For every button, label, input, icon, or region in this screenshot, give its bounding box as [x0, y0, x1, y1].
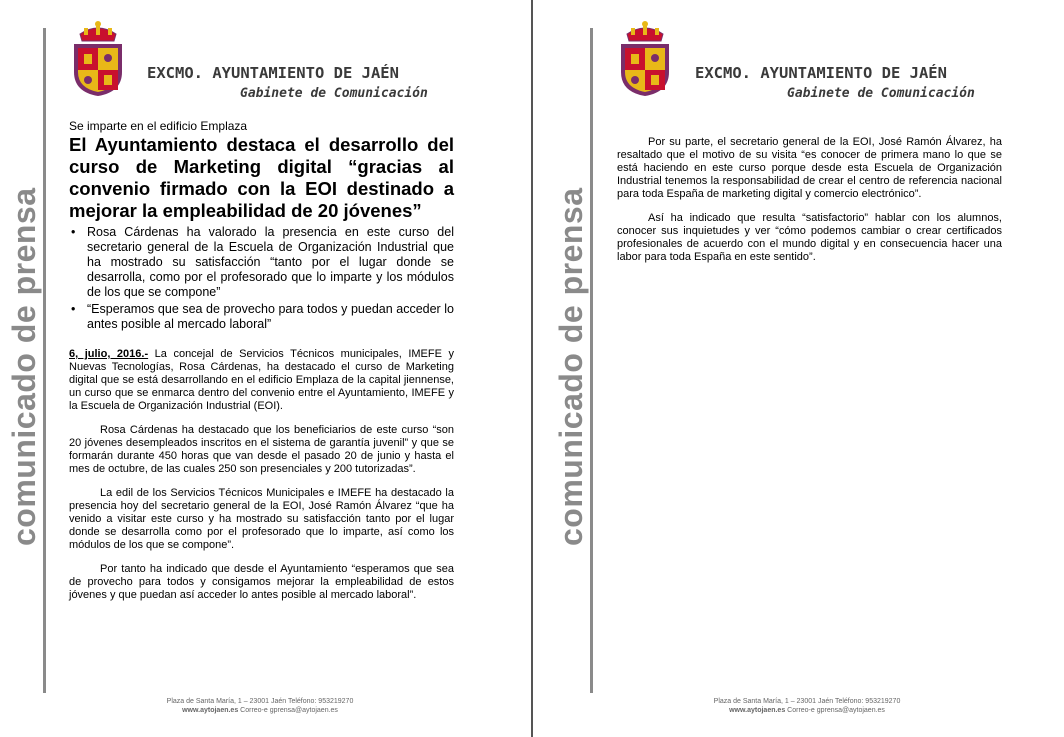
org-name: EXCMO. AYUNTAMIENTO DE JAÉN: [147, 64, 399, 82]
sidebar-rule: [590, 28, 593, 693]
lead-paragraph: [69, 348, 454, 413]
city-crest-logo: [617, 14, 673, 98]
list-item: [69, 302, 454, 332]
org-department: Gabinete de Comunicación: [787, 86, 975, 101]
footer-email: Correo-e gprensa@aytojaen.es: [785, 707, 885, 714]
list-item: [69, 225, 454, 300]
date: 6, julio, 2016.-: [69, 348, 149, 360]
body-paragraph: La edil de los Servicios Técnicos Municipales e IMEFE ha destacado la presencia hoy del secretario general de la EOI, José Ramón Álvarez “que ha venido a visitar este curso y ha mostrado su satisfacción tanto por el lugar donde se desarrolla como por el profesorado que lo imparte, así como los módulos de los que se compone”.: [69, 487, 454, 551]
press-release-page-1: [0, 0, 531, 737]
bullet-icon: •: [71, 225, 76, 239]
highlights-list: [69, 225, 454, 332]
body-paragraph: Por su parte, el secretario general de la EOI, José Ramón Álvarez, ha resaltado que el motivo de su visita “es conocer de primera mano lo que se está haciendo en este curso porque desde esta Escuela de Organización Industrial tenemos la responsabilidad de crear el centro de referencia nacional para toda España de marketing digital y comercio electrónico”.: [617, 136, 1002, 200]
sidebar-rule: [43, 28, 46, 693]
lead-text: La concejal de Servicios Técnicos municipales, IMEFE y Nuevas Tecnologías, Rosa Cárdenas, ha destacado el curso de Marketing digital que se está desarrollando en el edificio Emplaza de la capital jiennense, un curso que se enmarca dentro del convenio entre el Ayuntamiento, IMEFE y la Escuela de Organización Industrial (EOI).: [69, 348, 454, 412]
body-paragraph: Así ha indicado que resulta “satisfactorio” hablar con los alumnos, conocer sus inquietudes y ver “cómo podemos cambiar o crear certificados profesionales de acuerdo con el mundo digital y en consecuencia hacer una labor para toda España en este sentido”.: [617, 212, 1002, 263]
footer-website: www.aytojaen.es: [182, 707, 239, 714]
body-paragraph: Por tanto ha indicado que desde el Ayuntamiento “esperamos que sea de provecho para todos y consigamos mejorar la empleabilidad de estos jóvenes y que puedan así acceder lo antes posible al mercado laboral”.: [69, 563, 454, 601]
bullet-text: “Esperamos que sea de provecho para todos y puedan acceder lo antes posible al mercado laboral”: [87, 302, 454, 331]
org-department: Gabinete de Comunicación: [240, 86, 428, 101]
kicker: Se imparte en el edificio Emplaza: [69, 119, 248, 133]
bullet-text: Rosa Cárdenas ha valorado la presencia en este curso del secretario general de la Escuela de Organización Industrial que ha mostrado su satisfacción “tanto por el lugar donde se desarrolla, como por el profesorado que lo imparte y los módulos de los que se compone”: [87, 225, 454, 299]
city-crest-logo: [70, 14, 126, 98]
org-name: EXCMO. AYUNTAMIENTO DE JAÉN: [695, 64, 947, 82]
footer-address: Plaza de Santa María, 1 – 23001 Jaén Teléfono: 953219270: [166, 698, 354, 705]
sidebar-label: comunicado de prensa: [6, 187, 42, 546]
page-1-body: [69, 120, 454, 613]
footer-email: Correo-e gprensa@aytojaen.es: [238, 707, 338, 714]
footer: [130, 697, 390, 715]
press-release-page-2: [533, 0, 1064, 737]
footer: [677, 697, 937, 715]
page-2-body: [617, 136, 1002, 275]
bullet-icon: •: [71, 302, 76, 316]
body-paragraph: Rosa Cárdenas ha destacado que los beneficiarios de este curso “son 20 jóvenes desempleados inscritos en el sistema de garantía juvenil” y que se formarán durante 450 horas que van desde el pasado 20 de junio y hasta el mes de octubre, de las cuales 250 son presenciales y 200 tutorizadas”.: [69, 424, 454, 475]
headline: El Ayuntamiento destaca el desarrollo del curso de Marketing digital “gracias al convenio firmado con la EOI destinado a mejorar la empleabilidad de 20 jóvenes”: [69, 134, 454, 221]
footer-address: Plaza de Santa María, 1 – 23001 Jaén Teléfono: 953219270: [713, 698, 901, 705]
sidebar-label: comunicado de prensa: [553, 187, 589, 546]
footer-website: www.aytojaen.es: [729, 707, 786, 714]
